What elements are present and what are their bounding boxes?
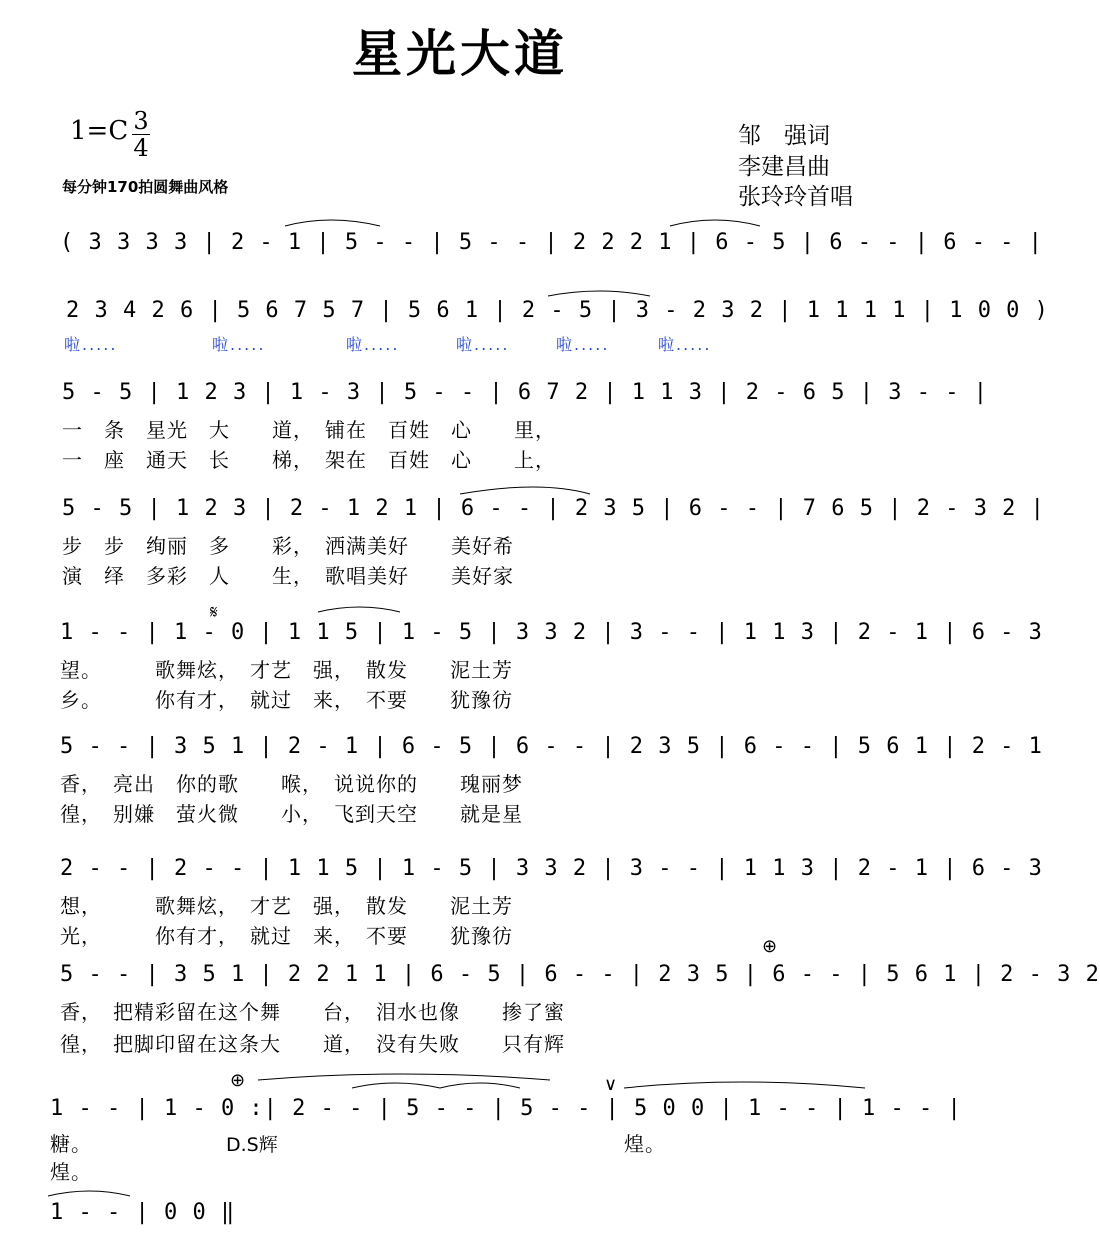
composer-credit: 李建昌曲 [738, 154, 830, 180]
system-9-ending-lyric: 煌。 [624, 1132, 666, 1156]
system-7-notes: 2 - - | 2 - - | 1 1 5 | 1 - 5 | 3 3 2 | 3 - - | 1 1 3 | 2 - 1 | 6 - 3 [60, 856, 1043, 881]
system-2-la-3: 啦..... [346, 335, 400, 354]
key-signature: 1=C [70, 116, 129, 146]
system-5-notes: 1 - - | 1 - 0 | 1 1 5 | 1 - 5 | 3 3 2 | 3 - - | 1 1 3 | 2 - 1 | 6 - 3 [60, 620, 1043, 645]
system-8-verse-1: 香， 把精彩留在这个舞 台， 泪水也像 掺了蜜 [60, 1000, 565, 1024]
system-7-verse-2: 光， 你有才， 就过 来， 不要 犹豫彷 [60, 924, 513, 948]
system-9-verse-2: 煌。 [50, 1160, 92, 1184]
tempo-note: 每分钟170拍圆舞曲风格 [62, 178, 229, 196]
system-9-verse-1: 糖。 [50, 1132, 92, 1156]
singer-credit: 张玲玲首唱 [738, 184, 853, 210]
system-4-verse-1: 步 步 绚丽 多 彩， 洒满美好 美好希 [62, 534, 514, 558]
system-2-la-2: 啦..... [212, 335, 266, 354]
system-2-notes: 2 3 4 2 6 | 5 6 7 5 7 | 5 6 1 | 2 - 5 | 3 - 2 3 2 | 1 1 1 1 | 1 0 0 ) [66, 298, 1049, 323]
system-5-verse-1: 望。 歌舞炫， 才艺 强， 散发 泥土芳 [60, 658, 513, 682]
system-6-verse-1: 香， 亮出 你的歌 喉， 说说你的 瑰丽梦 [60, 772, 523, 796]
system-7-verse-1: 想， 歌舞炫， 才艺 强， 散发 泥土芳 [60, 894, 513, 918]
system-3-verse-1: 一 条 星光 大 道， 铺在 百姓 心 里， [62, 418, 556, 442]
system-8-notes: 5 - - | 3 5 1 | 2 2 1 1 | 6 - 5 | 6 - - | 2 3 5 | 6 - - | 5 6 1 | 2 - 3 2 [60, 962, 1100, 987]
system-6-notes: 5 - - | 3 5 1 | 2 - 1 | 6 - 5 | 6 - - | 2 3 5 | 6 - - | 5 6 1 | 2 - 1 [60, 734, 1043, 759]
system-10-notes: 1 - - | 0 0 ‖ [50, 1200, 236, 1225]
lyricist-credit: 邹 强词 [738, 123, 830, 149]
system-3-notes: 5 - 5 | 1 2 3 | 1 - 3 | 5 - - | 6 7 2 | 1 1 3 | 2 - 6 5 | 3 - - | [62, 380, 988, 405]
system-1-notes: ( 3 3 3 3 | 2 - 1 | 5 - - | 5 - - | 2 2 2 1 | 6 - 5 | 6 - - | 6 - - | [60, 230, 1043, 255]
system-2-la-5: 啦..... [556, 335, 610, 354]
system-9-notes: 1 - - | 1 - 0 :| 2 - - | 5 - - | 5 - - | 5 0 0 | 1 - - | 1 - - | [50, 1096, 962, 1121]
system-2-la-4: 啦..... [456, 335, 510, 354]
song-title: 星光大道 [352, 25, 568, 83]
system-4-verse-2: 演 绎 多彩 人 生， 歌唱美好 美好家 [62, 564, 514, 588]
time-signature-top: 3 [133, 107, 149, 135]
coda-mark-1: ⊕ [762, 936, 778, 957]
system-3-verse-2: 一 座 通天 长 梯， 架在 百姓 心 上， [62, 448, 556, 472]
time-signature-bottom: 4 [133, 134, 149, 162]
system-2-la-6: 啦..... [658, 335, 712, 354]
system-5-verse-2: 乡。 你有才， 就过 来， 不要 犹豫彷 [60, 688, 513, 712]
system-4-notes: 5 - 5 | 1 2 3 | 2 - 1 2 1 | 6 - - | 2 3 5 | 6 - - | 7 6 5 | 2 - 3 2 | [62, 496, 1045, 521]
segno-mark: 𝄋 [210, 602, 218, 623]
coda-mark-2: ⊕ [230, 1070, 246, 1091]
accent-mark: ∨ [604, 1074, 618, 1095]
system-6-verse-2: 徨， 别嫌 萤火微 小， 飞到天空 就是星 [60, 802, 523, 826]
system-8-verse-2: 徨， 把脚印留在这条大 道， 没有失败 只有辉 [60, 1032, 565, 1056]
system-2-la-1: 啦..... [64, 335, 118, 354]
ds-instruction: D.S辉 [226, 1134, 278, 1156]
